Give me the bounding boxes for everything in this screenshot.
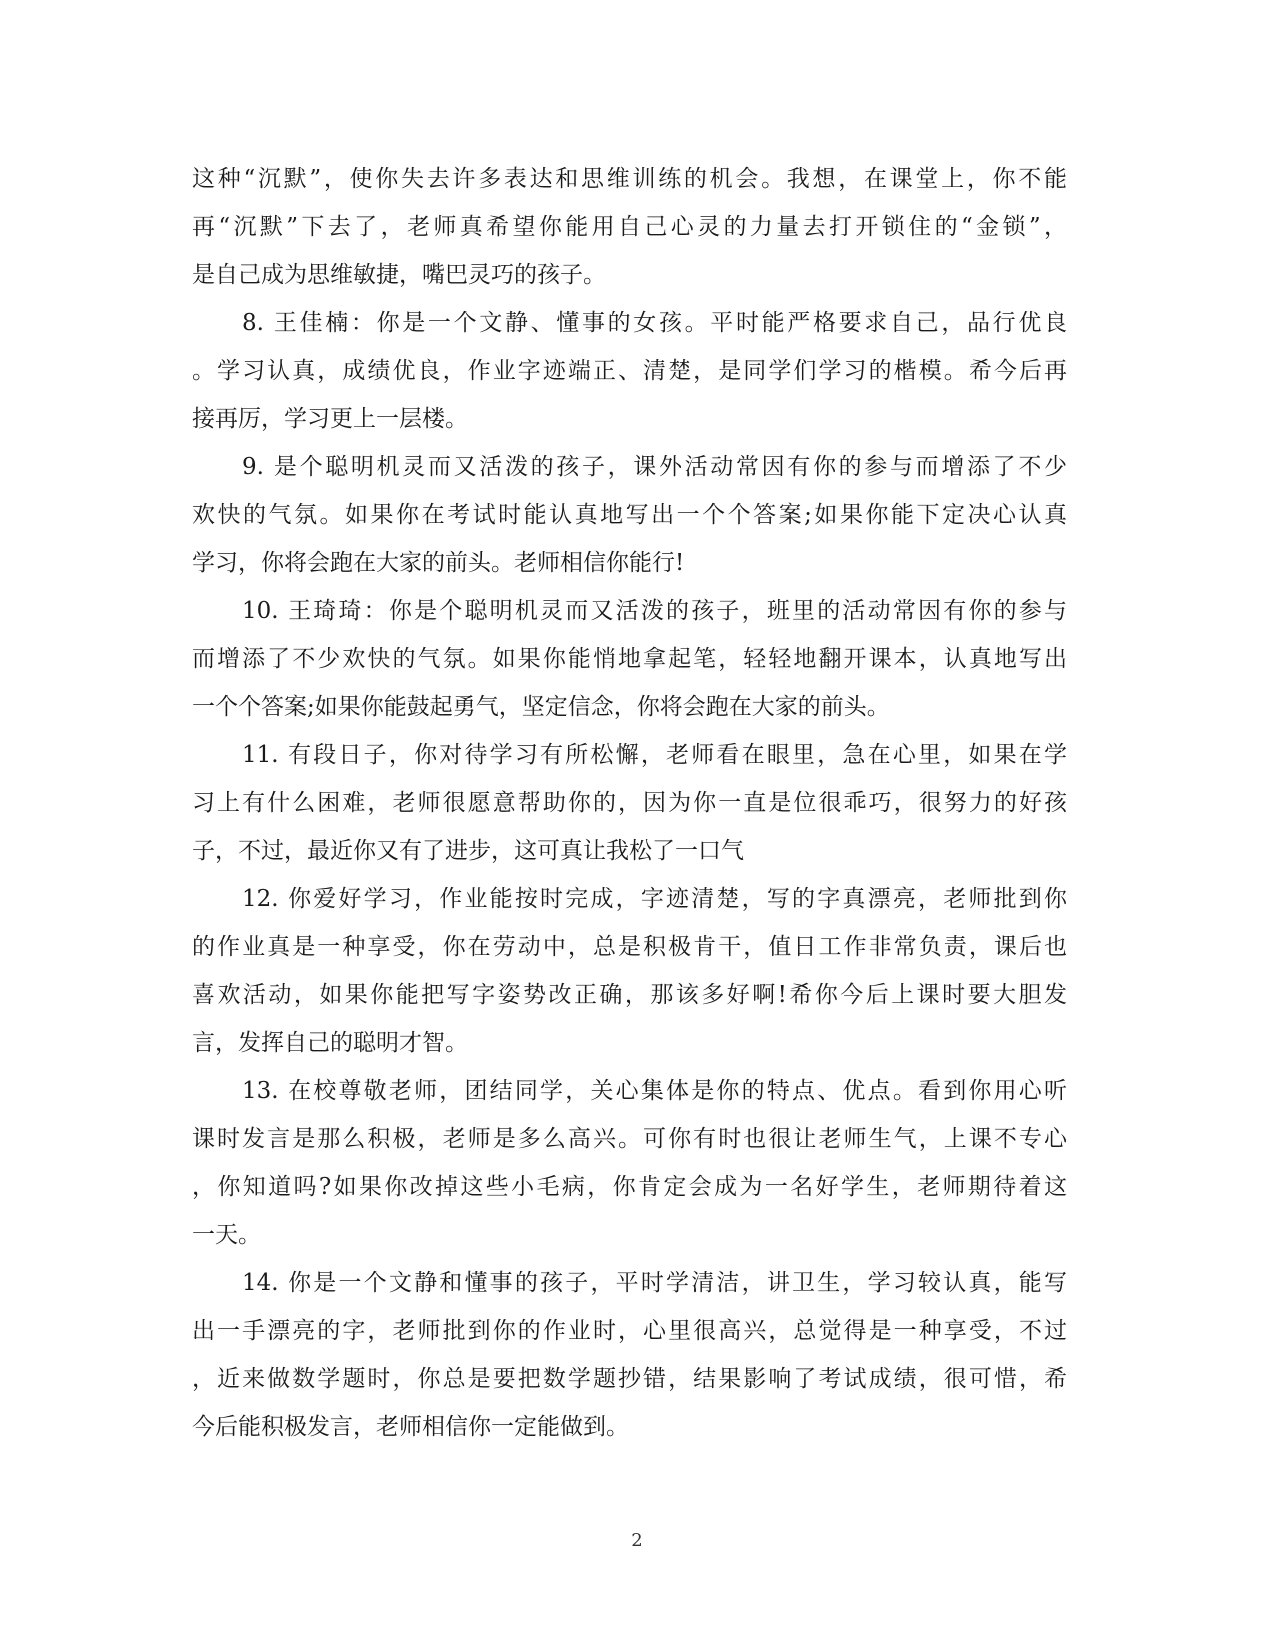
paragraph-13: [192, 1067, 1067, 1259]
text-line: 11. 有段日子，你对待学习有所松懈，老师看在眼里，急在心里，如果在学: [242, 742, 1067, 768]
text-line: 欢快的气氛。如果你在考试时能认真地写出一个个答案;如果你能下定决心认真: [192, 502, 1067, 528]
paragraph-10: [192, 587, 1067, 731]
text-line: 课时发言是那么积极，老师是多么高兴。可你有时也很让老师生气，上课不专心: [192, 1126, 1067, 1152]
text-line: 一个个答案;如果你能鼓起勇气，坚定信念，你将会跑在大家的前头。: [192, 694, 890, 720]
text-line: 习上有什么困难，老师很愿意帮助你的，因为你一直是位很乖巧，很努力的好孩: [192, 790, 1067, 816]
text-line: 一天。: [192, 1222, 261, 1248]
text-line: 再“沉默”下去了，老师真希望你能用自己心灵的力量去打开锁住的“金锁”，: [192, 214, 1067, 240]
page-number: 2: [631, 1530, 643, 1551]
text-line: 而增添了不少欢快的气氛。如果你能悄地拿起笔，轻轻地翻开课本，认真地写出: [192, 646, 1067, 672]
paragraph-14: [192, 1259, 1067, 1451]
text-line: 学习，你将会跑在大家的前头。老师相信你能行!: [192, 550, 685, 576]
paragraph-9: [192, 443, 1067, 587]
paragraph-12: [192, 875, 1067, 1067]
text-line: 10. 王琦琦：你是个聪明机灵而又活泼的孩子，班里的活动常因有你的参与: [242, 598, 1067, 624]
text-line: 9. 是个聪明机灵而又活泼的孩子，课外活动常因有你的参与而增添了不少: [242, 454, 1067, 480]
text-line: 喜欢活动，如果你能把写字姿势改正确，那该多好啊!希你今后上课时要大胆发: [192, 982, 1067, 1008]
text-line: 12. 你爱好学习，作业能按时完成，字迹清楚，写的字真漂亮，老师批到你: [242, 886, 1067, 912]
text-line: 子，不过，最近你又有了进步，这可真让我松了一口气: [192, 838, 744, 864]
text-line: 接再厉，学习更上一层楼。: [192, 406, 468, 432]
text-line: ，近来做数学题时，你总是要把数学题抄错，结果影响了考试成绩，很可惜，希: [192, 1366, 1067, 1392]
text-line: 今后能积极发言，老师相信你一定能做到。: [192, 1414, 629, 1440]
paragraph-11: [192, 731, 1067, 875]
text-line: 。学习认真，成绩优良，作业字迹端正、清楚，是同学们学习的楷模。希今后再: [192, 358, 1067, 384]
text-line: 13. 在校尊敬老师，团结同学，关心集体是你的特点、优点。看到你用心听: [242, 1078, 1067, 1104]
paragraph-continuation: [192, 155, 1067, 299]
text-line: 这种“沉默”，使你失去许多表达和思维训练的机会。我想，在课堂上，你不能: [192, 166, 1067, 192]
text-line: ，你知道吗?如果你改掉这些小毛病，你肯定会成为一名好学生，老师期待着这: [192, 1174, 1067, 1200]
text-line: 是自己成为思维敏捷，嘴巴灵巧的孩子。: [192, 262, 606, 288]
text-line: 出一手漂亮的字，老师批到你的作业时，心里很高兴，总觉得是一种享受，不过: [192, 1318, 1067, 1344]
paragraph-8: [192, 299, 1067, 443]
text-line: 言，发挥自己的聪明才智。: [192, 1030, 468, 1056]
text-line: 8. 王佳楠：你是一个文静、懂事的女孩。平时能严格要求自己，品行优良: [242, 310, 1067, 336]
document-body: [192, 155, 1067, 1451]
text-line: 的作业真是一种享受，你在劳动中，总是积极肯干，值日工作非常负责，课后也: [192, 934, 1067, 960]
text-line: 14. 你是一个文静和懂事的孩子，平时学清洁，讲卫生，学习较认真，能写: [242, 1270, 1067, 1296]
